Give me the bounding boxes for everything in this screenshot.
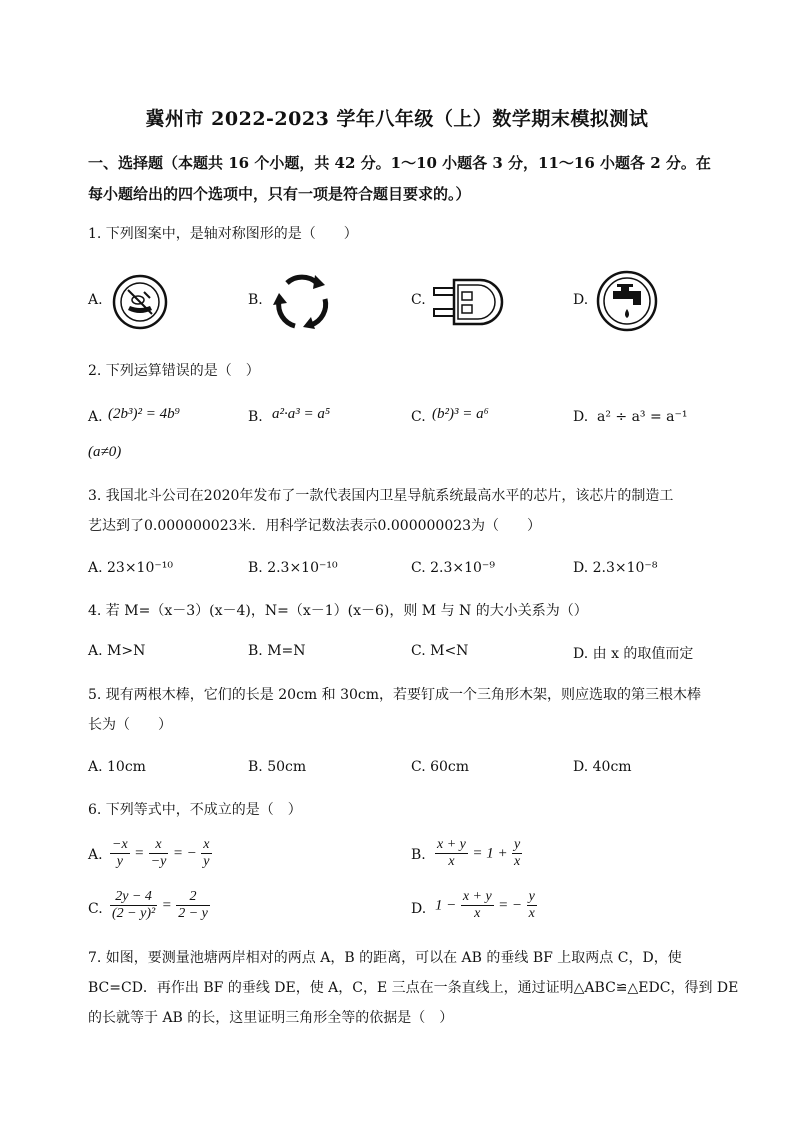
- fraction: [201, 837, 211, 870]
- q2-condition: (a≠0): [88, 444, 122, 460]
- denominator: x: [514, 854, 521, 869]
- q2-option-a-label: A.: [88, 409, 103, 425]
- q2-option-a-expr: (2b³)² = 4b⁹: [108, 406, 180, 422]
- q6-option-c-expr: [110, 889, 210, 922]
- question-1-stem: 1. 下列图案中，是轴对称图形的是（ ）: [88, 226, 358, 242]
- numerator: y: [528, 889, 535, 904]
- q5-option-a: A. 10cm: [88, 759, 146, 775]
- numerator: x + y: [462, 889, 492, 904]
- numerator: y: [514, 837, 521, 852]
- q6-option-d-label: D.: [411, 901, 427, 917]
- question-6-stem: 6. 下列等式中，不成立的是（ ）: [88, 802, 302, 818]
- q1-option-c-label: C.: [411, 292, 426, 308]
- denominator: y: [203, 854, 210, 869]
- q5-option-d: D. 40cm: [573, 759, 632, 775]
- denominator: x: [528, 906, 535, 921]
- q2-option-b-label: B.: [248, 409, 263, 425]
- equals-sign: =: [134, 845, 145, 862]
- question-7-line3: 的长就等于 AB 的长，这里证明三角形全等的依据是（ ）: [88, 1010, 454, 1026]
- q1-option-d-label: D.: [573, 292, 589, 308]
- numerator: x: [203, 837, 210, 852]
- q2-option-d-label: D.: [573, 409, 589, 425]
- question-5-line2: 长为（ ）: [88, 717, 172, 733]
- numerator: x: [149, 837, 169, 854]
- q4-option-b: B. M=N: [248, 643, 306, 659]
- numerator: x + y: [437, 837, 466, 852]
- q4-option-c: C. M<N: [411, 643, 469, 659]
- fraction: [461, 889, 494, 922]
- denominator: x: [474, 906, 481, 921]
- q6-option-a-label: A.: [88, 847, 103, 863]
- q3-option-b: B. 2.3×10⁻¹⁰: [248, 560, 338, 576]
- denominator: x: [448, 854, 455, 869]
- fraction: [435, 837, 468, 870]
- no-washing-icon: [110, 272, 170, 332]
- denominator: (2 − y)²: [112, 906, 156, 921]
- plug-icon: [432, 276, 506, 328]
- fraction: [149, 837, 169, 870]
- q1-option-b-label: B.: [248, 292, 263, 308]
- fraction: [110, 837, 130, 870]
- q3-option-a: A. 23×10⁻¹⁰: [88, 560, 173, 576]
- denominator: 2 − y: [178, 906, 208, 921]
- q4-option-a: A. M>N: [88, 643, 146, 659]
- q5-option-c: C. 60cm: [411, 759, 470, 775]
- section-header-line1: 一、选择题（本题共 16 个小题，共 42 分。1～10 小题各 3 分，11～16 小题各 2 分。在: [88, 154, 711, 172]
- q6-option-a-expr: [110, 837, 212, 870]
- equals-sign: =: [161, 897, 172, 914]
- question-3-line2: 艺达到了0.000000023米．用科学记数法表示0.000000023为（ ）: [88, 518, 542, 534]
- denominator: −y: [150, 854, 167, 869]
- section-header-line2: 每小题给出的四个选项中，只有一项是符合题目要求的。）: [88, 185, 471, 203]
- water-tap-icon: [595, 269, 659, 333]
- q6-option-b-expr: [435, 837, 522, 870]
- fraction: [512, 837, 522, 870]
- equals-minus: = −: [498, 897, 523, 914]
- equals-minus: = −: [172, 845, 197, 862]
- question-2-stem: 2. 下列运算错误的是（ ）: [88, 363, 260, 379]
- q5-option-b: B. 50cm: [248, 759, 307, 775]
- fraction: [176, 889, 210, 922]
- q2-option-c-label: C.: [411, 409, 426, 425]
- question-7-line1: 7. 如图，要测量池塘两岸相对的两点 A，B 的距离，可以在 AB 的垂线 BF 上取两点 C，D，使: [88, 950, 682, 966]
- numerator: 2: [176, 889, 210, 906]
- q3-option-d: D. 2.3×10⁻⁸: [573, 560, 658, 576]
- recycle-arrows-icon: [271, 271, 333, 333]
- numerator: 2y − 4: [110, 889, 157, 906]
- question-7-line2: BC=CD．再作出 BF 的垂线 DE，使 A，C，E 三点在一条直线上，通过证明△ABC≌△EDC，得到 DE: [88, 980, 739, 996]
- q3-option-c: C. 2.3×10⁻⁹: [411, 560, 495, 576]
- numerator: −x: [112, 837, 128, 852]
- q6-option-d-expr: [435, 889, 537, 922]
- q6-option-c-label: C.: [88, 901, 103, 917]
- q4-option-d: D. 由 x 的取值而定: [573, 646, 694, 662]
- q2-option-c-expr: (b²)³ = a⁶: [432, 406, 489, 422]
- q2-option-b-expr: a²·a³ = a⁵: [272, 406, 331, 422]
- fraction: [527, 889, 537, 922]
- page-title: 冀州市 2022-2023 学年八年级（上）数学期末模拟测试: [145, 108, 649, 130]
- q6-option-b-label: B.: [411, 847, 426, 863]
- denominator: y: [116, 854, 123, 869]
- q2-option-d-expr: a² ÷ a³ = a⁻¹: [597, 409, 688, 425]
- question-4-stem: 4. 若 M=（x－3）(x－4)，N=（x－1）(x－6)，则 M 与 N 的大小关系为（）: [88, 603, 588, 619]
- question-3-line1: 3. 我国北斗公司在2020年发布了一款代表国内卫星导航系统最高水平的芯片，该芯片的制造工: [88, 488, 674, 504]
- equals-one-plus: = 1 +: [472, 845, 508, 862]
- one-minus: 1 −: [435, 897, 457, 914]
- fraction: [110, 889, 157, 922]
- question-5-line1: 5. 现有两根木棒，它们的长是 20cm 和 30cm，若要钉成一个三角形木架，则应选取的第三根木棒: [88, 687, 702, 703]
- q1-option-a-label: A.: [88, 292, 103, 308]
